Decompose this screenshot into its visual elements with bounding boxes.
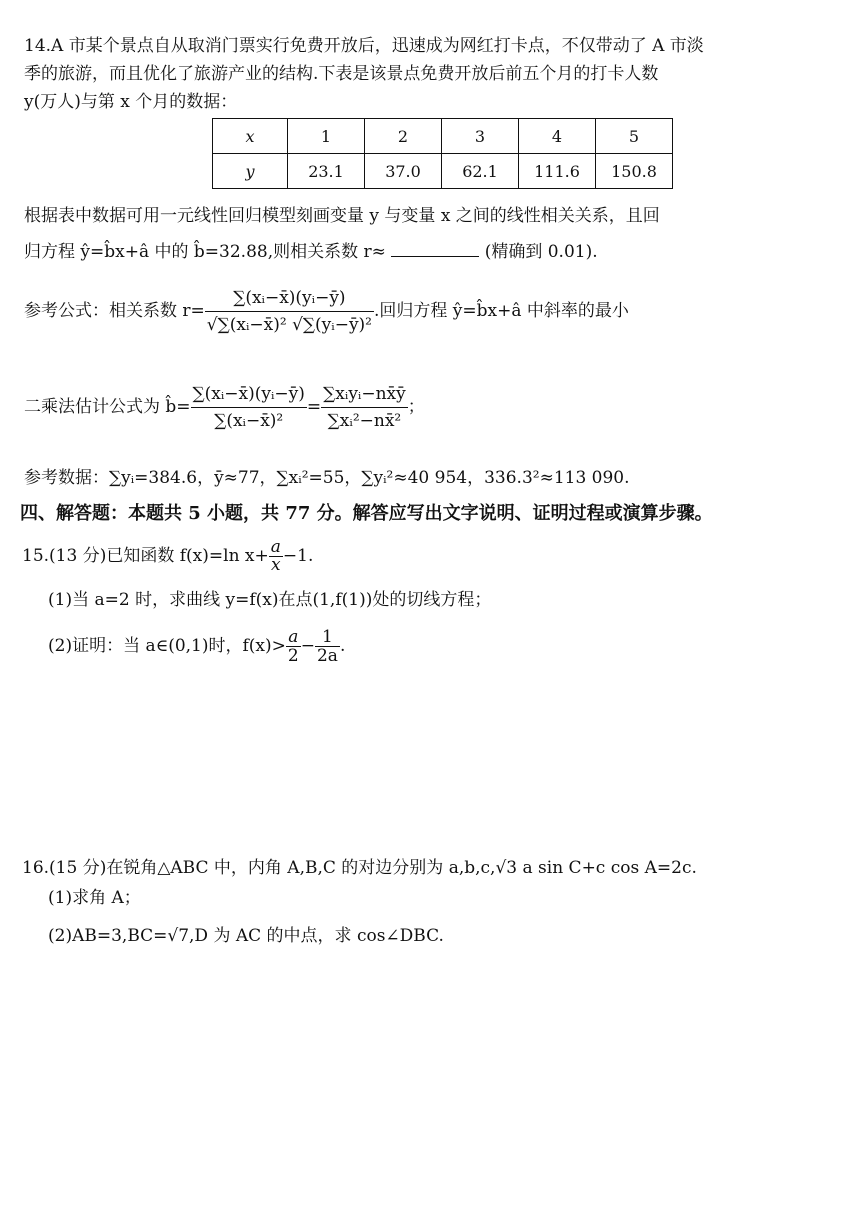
table-header-y: y xyxy=(213,154,288,189)
q15-stem-prefix: 15.(13 分)已知函数 f(x)=ln x+ xyxy=(22,546,269,566)
formula2-numerator-2: ∑xᵢyᵢ−nx̄ȳ xyxy=(321,381,408,408)
answer-blank xyxy=(391,238,479,257)
table-cell: 37.0 xyxy=(365,154,442,189)
q14-reference-data: 参考数据：∑yᵢ=384.6，ȳ≈77，∑xᵢ²=55，∑yᵢ²≈40 954，336.3²≈113 090. xyxy=(24,468,630,488)
q15-part-2-fraction-2-num: 1 xyxy=(315,628,340,647)
q15-part-2-fraction-2-den: 2a xyxy=(316,646,338,666)
table-header-x: x xyxy=(213,119,288,154)
table-cell: 4 xyxy=(519,119,596,154)
q15-part-1: (1)当 a=2 时，求曲线 y=f(x)在点(1,f(1))处的切线方程； xyxy=(48,590,492,610)
formula2-numerator-1: ∑(xᵢ−x̄)(yᵢ−ȳ) xyxy=(191,381,307,408)
formula2-fraction-2 xyxy=(321,381,408,434)
formula1-prefix: 参考公式：相关系数 r= xyxy=(24,301,205,321)
q16-part-2: (2)AB=3,BC=√7,D 为 AC 的中点，求 cos∠DBC. xyxy=(48,926,444,946)
q14-line-5-text: 归方程 ŷ=b̂x+â 中的 b̂=32.88,则相关系数 r≈ xyxy=(24,242,386,262)
q16-stem: 16.(15 分)在锐角△ABC 中，内角 A,B,C 的对边分别为 a,b,c,√3 a sin C+c cos A=2c. xyxy=(22,858,697,878)
table-cell: 1 xyxy=(288,119,365,154)
q15-part-2-minus: − xyxy=(300,636,315,656)
formula2-denominator-1: ∑(xᵢ−x̄)² xyxy=(214,411,284,431)
table-cell: 23.1 xyxy=(288,154,365,189)
q14-line-5-precision: (精确到 0.01). xyxy=(484,242,598,262)
table-cell: 5 xyxy=(596,119,673,154)
q14-line-3: y(万人)与第 x 个月的数据： xyxy=(24,92,238,112)
q15-part-2-fraction-1 xyxy=(286,628,301,665)
q15-stem-fraction-den: x xyxy=(271,555,281,575)
equals-sign: = xyxy=(306,397,322,417)
q14-line-1: 14.A 市某个景点自从取消门票实行免费开放后，迅速成为网红打卡点，不仅带动了 A 市淡 xyxy=(24,36,704,56)
q16-part-1: (1)求角 A； xyxy=(48,888,141,908)
table-cell: 62.1 xyxy=(442,154,519,189)
formula1-fraction xyxy=(205,285,374,338)
q15-part-2-fraction-2 xyxy=(315,628,340,665)
table-cell: 111.6 xyxy=(519,154,596,189)
q14-line-2: 季的旅游，而且优化了旅游产业的结构.下表是该景点免费开放后前五个月的打卡人数 xyxy=(24,64,659,84)
table-cell: 150.8 xyxy=(596,154,673,189)
q14-formula-slope xyxy=(24,372,846,442)
q15-part-2-prefix: (2)证明：当 a∈(0,1)时，f(x)> xyxy=(48,636,286,656)
formula2-denominator-2: ∑xᵢ²−nx̄² xyxy=(327,411,402,431)
q15-stem-fraction xyxy=(269,539,283,574)
formula1-denominator: √∑(xᵢ−x̄)² √∑(yᵢ−ȳ)² xyxy=(206,315,372,335)
q15-stem xyxy=(22,538,846,574)
q15-part-2-fraction-1-num: a xyxy=(286,628,301,647)
formula2-prefix: 二乘法估计公式为 b̂= xyxy=(24,397,191,417)
q15-stem-fraction-num: a xyxy=(270,537,281,557)
table-cell: 2 xyxy=(365,119,442,154)
section-heading-4: 四、解答题：本题共 5 小题，共 77 分。解答应写出文字说明、证明过程或演算步骤。 xyxy=(20,503,713,524)
q14-data-table xyxy=(212,118,673,189)
q14-formula-correlation xyxy=(24,276,846,346)
q14-line-5 xyxy=(24,238,846,264)
q14-line-4: 根据表中数据可用一元线性回归模型刻画变量 y 与变量 x 之间的线性相关关系，且回 xyxy=(24,206,660,226)
q15-part-2 xyxy=(48,626,846,666)
formula2-suffix: ； xyxy=(407,397,425,417)
q15-part-2-suffix: . xyxy=(339,636,346,656)
formula2-fraction-1 xyxy=(191,381,307,434)
table-cell: 3 xyxy=(442,119,519,154)
formula1-numerator: ∑(xᵢ−x̄)(yᵢ−ȳ) xyxy=(205,285,374,312)
table-row xyxy=(213,154,673,189)
table-row xyxy=(213,119,673,154)
formula1-suffix: .回归方程 ŷ=b̂x+â 中斜率的最小 xyxy=(374,301,629,321)
q15-part-2-fraction-1-den: 2 xyxy=(287,646,299,666)
q15-stem-suffix: −1. xyxy=(282,546,314,566)
